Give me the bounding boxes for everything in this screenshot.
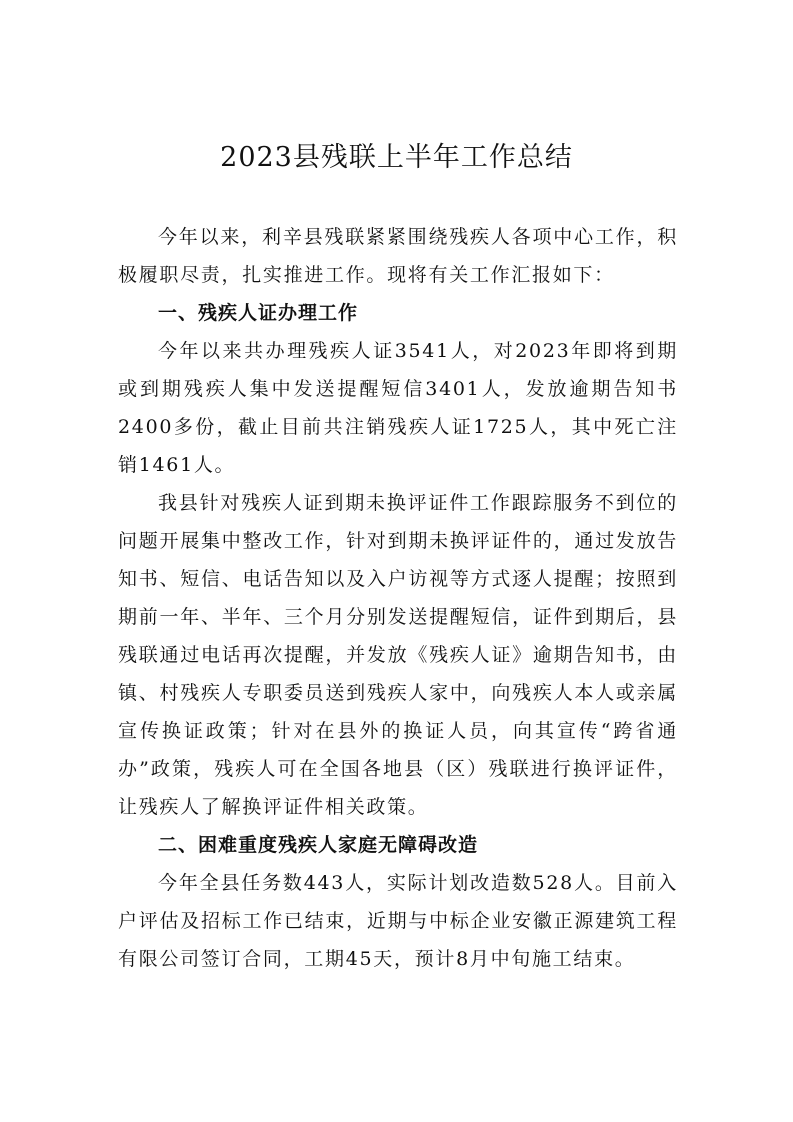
section-1-heading: 一、残疾人证办理工作 <box>158 302 359 324</box>
section-2-paragraph-1: 今年全县任务数443人，实际计划改造数528人。目前入户评估及招标工作已结束，近期与中标企业安徽正源建筑工程有限公司签订合同，工期45天，预计8月中旬施工结束。 <box>118 872 678 970</box>
document-title: 2023县残联上半年工作总结 <box>220 142 573 173</box>
section-2-heading: 二、困难重度残疾人家庭无障碍改造 <box>158 834 479 856</box>
intro-paragraph: 今年以来，利辛县残联紧紧围绕残疾人各项中心工作，积极履职尽责，扎实推进工作。现将有关工作汇报如下： <box>118 226 678 286</box>
section-1-paragraph-1: 今年以来共办理残疾人证3541人，对2023年即将到期或到期残疾人集中发送提醒短信3401人，发放逾期告知书2400多份，截止目前共注销残疾人证1725人，其中死亡注销1461人。 <box>118 340 678 476</box>
section-1-paragraph-2: 我县针对残疾人证到期未换评证件工作跟踪服务不到位的问题开展集中整改工作，针对到期未换评证件的，通过发放告知书、短信、电话告知以及入户访视等方式逐人提醒；按照到期前一年、半年、三个月分别发送提醒短信，证件到期后，县残联通过电话再次提醒，并发放《残疾人证》逾期告知书，由镇、村残疾人专职委员送到残疾人家中，向残疾人本人或亲属宣传换证政策；针对在县外的换证人员，向其宣传“跨省通办”政策，残疾人可在全国各地县（区）残联进行换评证件，让残疾人了解换评证件相关政策。 <box>118 492 678 818</box>
document-body <box>118 218 678 978</box>
